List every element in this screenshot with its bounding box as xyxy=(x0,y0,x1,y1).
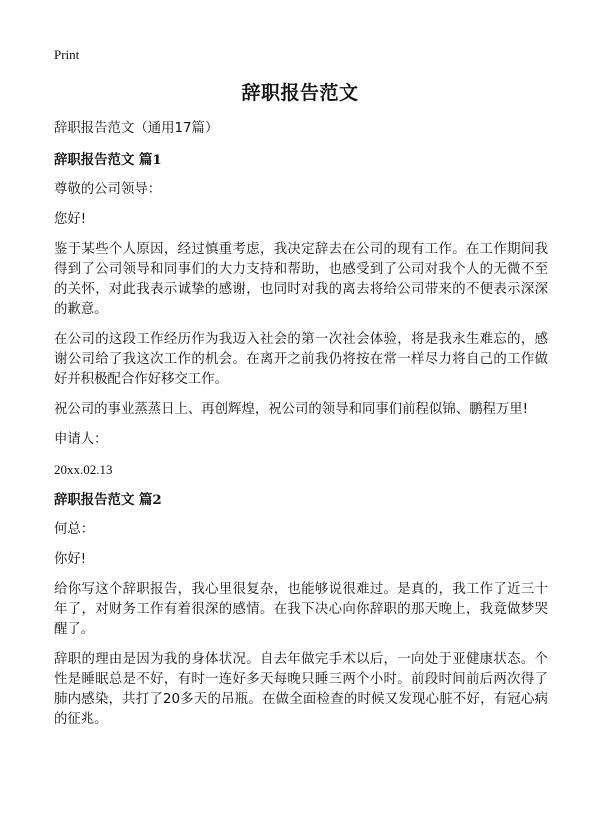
greeting: 您好! xyxy=(54,212,87,227)
section-heading: 辞职报告范文 篇1 xyxy=(54,152,162,168)
applicant-label: 申请人： xyxy=(54,432,108,447)
section-heading: 辞职报告范文 篇2 xyxy=(54,492,162,508)
page-title: 辞职报告范文 xyxy=(241,82,359,104)
date: 20xx.02.13 xyxy=(54,462,113,477)
document-body xyxy=(54,119,548,740)
body-paragraph: 给你写这个辞职报告，我心里很复杂，也能够说很难过。是真的，我工作了近三十年了，对财务工作有着很深的感情。在我下决心向你辞职的那天晚上，我竟做梦哭醒了。 xyxy=(54,582,548,637)
salutation: 何总： xyxy=(54,522,95,537)
greeting: 你好! xyxy=(54,552,87,567)
body-paragraph: 鉴于某些个人原因，经过慎重考虑，我决定辞去在公司的现有工作。在工作期间我得到了公司领导和同事们的大力支持和帮助，也感受到了公司对我个人的无微不至的关怀，对此我表示诚挚的感谢，也同时对我的离去将给公司带来的不便表示深深的歉意。 xyxy=(54,242,548,317)
document-subtitle: 辞职报告范文（通用17篇） xyxy=(54,121,219,136)
body-paragraph: 祝公司的事业蒸蒸日上、再创辉煌，祝公司的领导和同事们前程似锦、鹏程万里! xyxy=(54,402,529,417)
print-link[interactable]: Print xyxy=(54,47,80,62)
salutation: 尊敬的公司领导： xyxy=(54,182,162,197)
body-paragraph: 在公司的这段工作经历作为我迈入社会的第一次社会体验，将是我永生难忘的，感谢公司给了我这次工作的机会。在离开之前我仍将按在常一样尽力将自己的工作做好并积极配合作好移交工作。 xyxy=(54,332,548,387)
body-paragraph: 辞职的理由是因为我的身体状况。自去年做完手术以后，一向处于亚健康状态。个性是睡眠总是不好，有时一连好多天每晚只睡三两个小时。前段时间前后两次得了肺内感染，共打了20多天的吊瓶。在做全面检查的时候又发现心脏不好，有冠心病的征兆。 xyxy=(54,652,548,727)
